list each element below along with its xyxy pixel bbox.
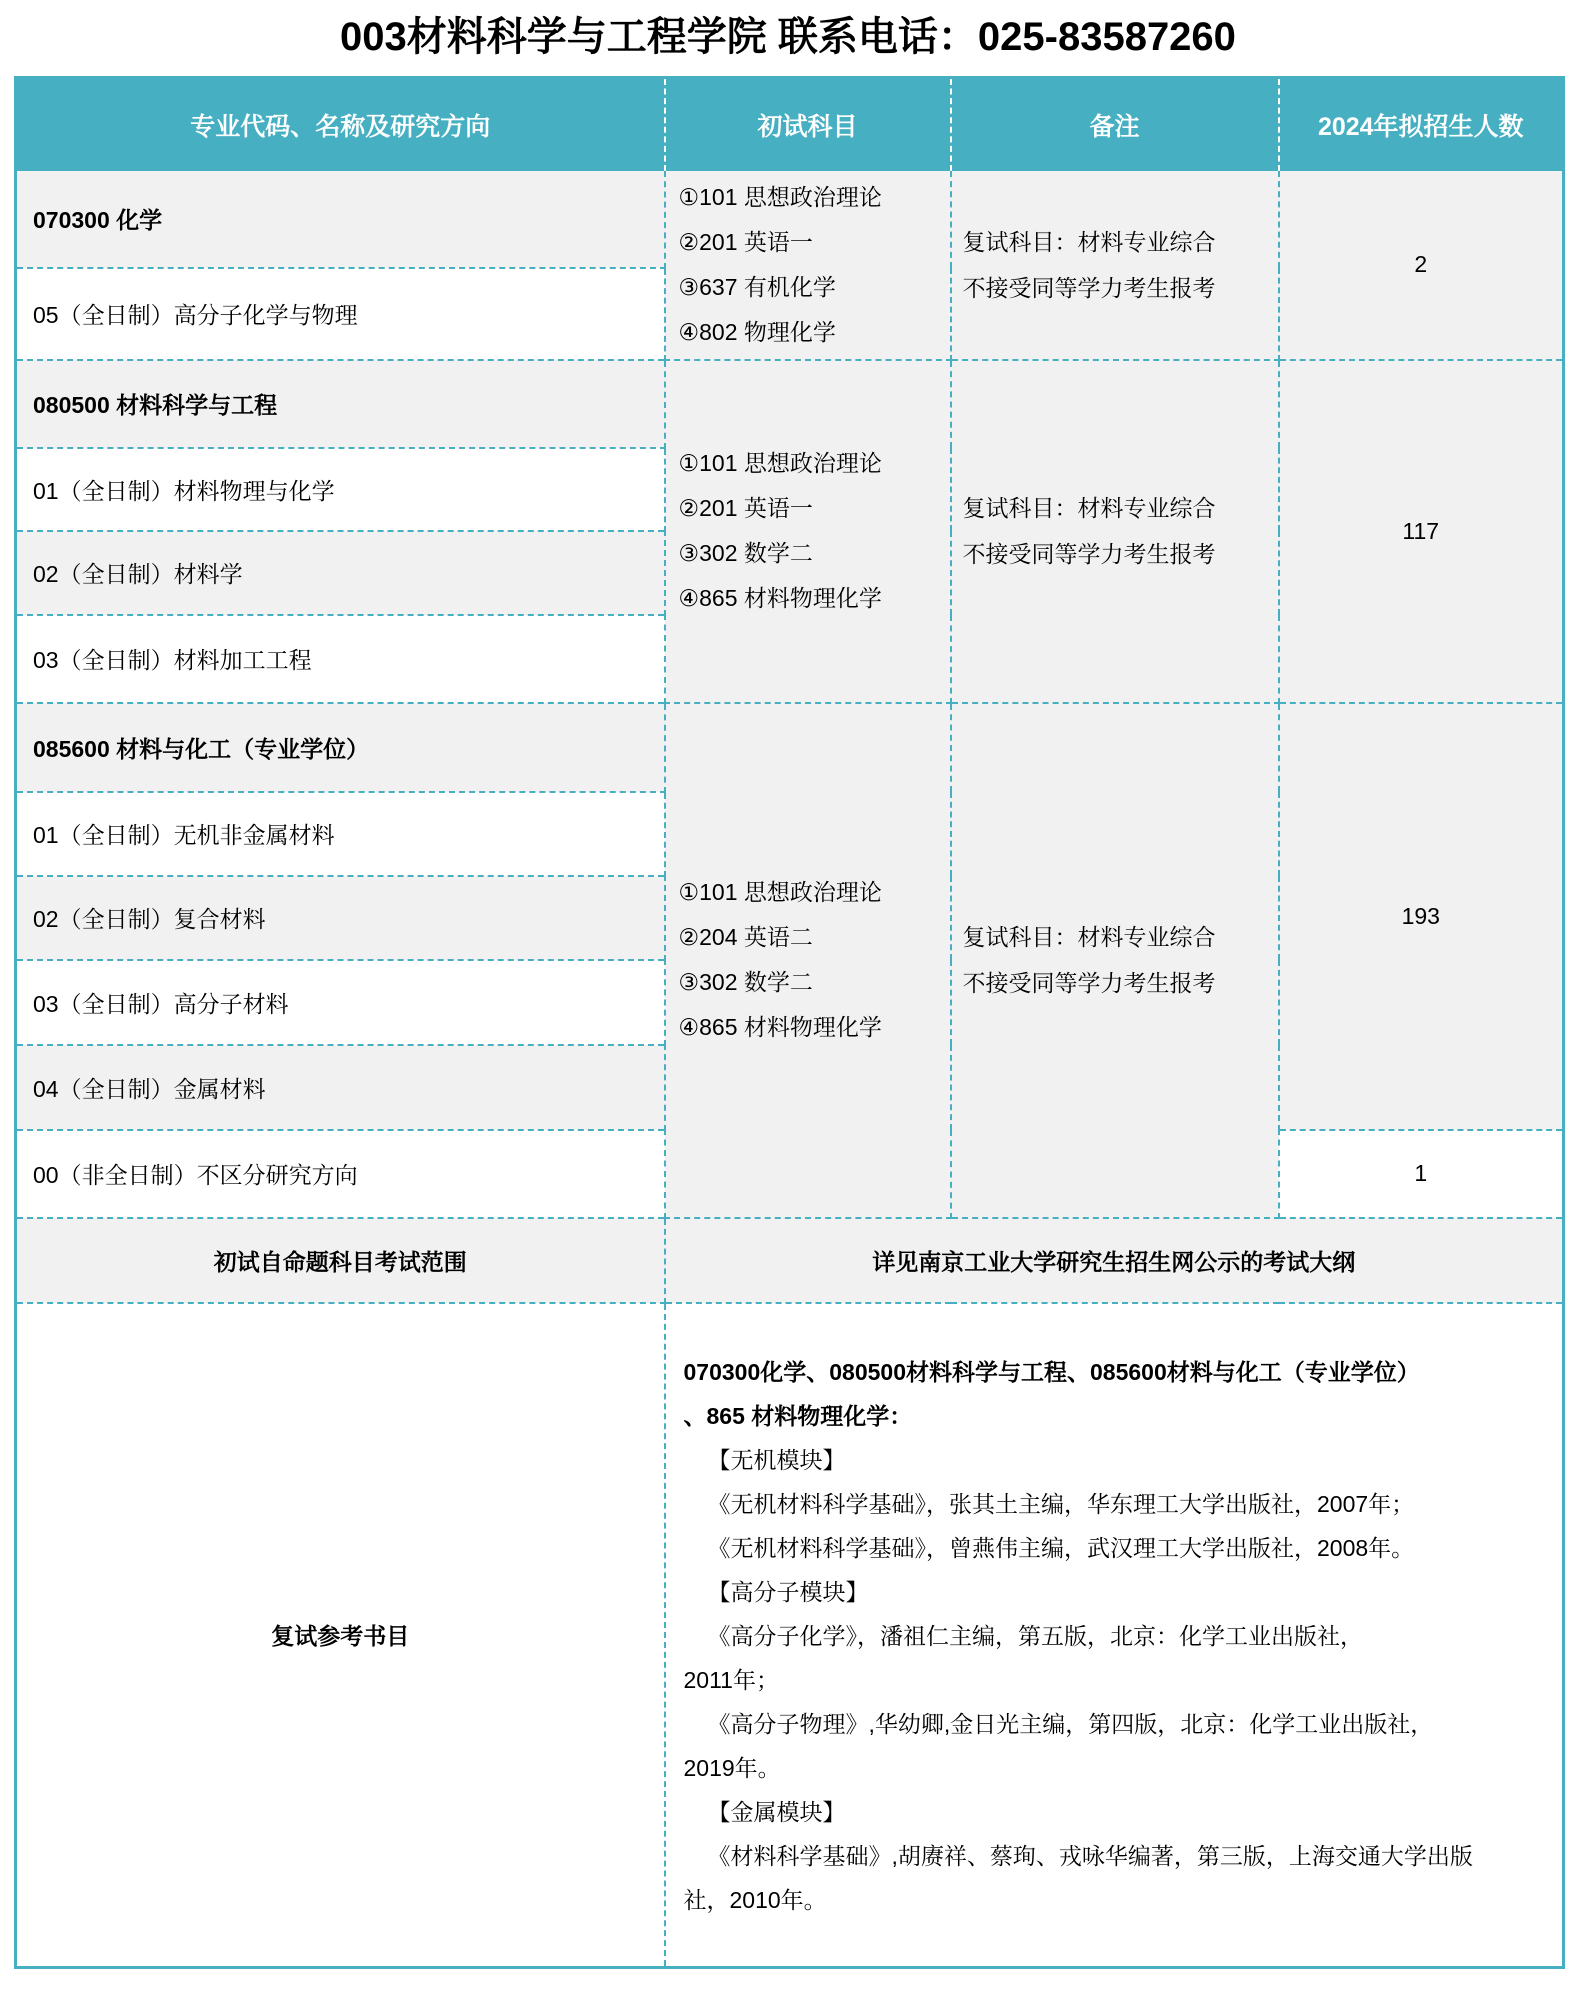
notes-cell bbox=[951, 171, 1279, 360]
program-section-cell: 080500 材料科学与工程 bbox=[16, 360, 665, 448]
exam-subject-line: ②204 英语二 bbox=[678, 924, 813, 950]
books-heading-line: 070300化学、080500材料科学与工程、085600材料与化工（专业学位） bbox=[683, 1358, 1420, 1385]
exam-subject-line: ②201 英语一 bbox=[678, 228, 813, 255]
book-line: 2011年； bbox=[683, 1666, 779, 1693]
exam-scope-row bbox=[16, 1218, 1564, 1303]
book-line: 社，2010年。 bbox=[683, 1886, 827, 1913]
book-line: 《无机材料科学基础》，曾燕伟主编，武汉理工大学出版社，2008年。 bbox=[707, 1534, 1415, 1561]
direction-cell: 00（非全日制）不区分研究方向 bbox=[16, 1130, 665, 1218]
book-line: 【高分子模块】 bbox=[707, 1578, 869, 1605]
exam-subject-line: ③637 有机化学 bbox=[678, 273, 836, 300]
exam-subjects-cell bbox=[665, 360, 951, 703]
note-line: 复试科目：材料专业综合 bbox=[962, 495, 1216, 521]
direction-cell: 01（全日制）材料物理与化学 bbox=[16, 448, 665, 531]
book-line: 《高分子物理》,华幼卿,金日光主编，第四版，北京：化学工业出版社， bbox=[707, 1710, 1434, 1737]
header-row bbox=[16, 78, 1564, 171]
table-row bbox=[16, 171, 1564, 269]
exam-subject-line: ④865 材料物理化学 bbox=[678, 585, 882, 611]
note-line: 不接受同等学力考生报考 bbox=[962, 541, 1216, 567]
header-enrollment-column: 2024年拟招生人数 bbox=[1279, 78, 1564, 171]
header-program-column: 专业代码、名称及研究方向 bbox=[16, 78, 665, 171]
admissions-table bbox=[14, 76, 1565, 1969]
direction-cell: 03（全日制）材料加工工程 bbox=[16, 615, 665, 703]
table-row bbox=[16, 360, 1564, 448]
direction-cell: 05（全日制）高分子化学与物理 bbox=[16, 268, 665, 359]
note-line: 不接受同等学力考生报考 bbox=[962, 970, 1216, 996]
book-line: 2019年。 bbox=[683, 1754, 781, 1781]
enrollment-parttime-cell: 1 bbox=[1279, 1130, 1564, 1218]
note-line: 不接受同等学力考生报考 bbox=[962, 274, 1216, 301]
note-line: 复试科目：材料专业综合 bbox=[962, 228, 1216, 255]
direction-cell: 03（全日制）高分子材料 bbox=[16, 960, 665, 1045]
page-title: 003材料科学与工程学院 联系电话：025-83587260 bbox=[340, 15, 1236, 59]
exam-subjects-cell bbox=[665, 171, 951, 360]
book-line: 《高分子化学》，潘祖仁主编，第五版，北京：化学工业出版社， bbox=[707, 1622, 1363, 1649]
exam-subject-line: ④802 物理化学 bbox=[678, 318, 836, 345]
enrollment-cell: 2 bbox=[1279, 171, 1564, 360]
notes-cell bbox=[951, 360, 1279, 703]
direction-cell: 02（全日制）材料学 bbox=[16, 531, 665, 615]
header-exam-subjects-column: 初试科目 bbox=[665, 78, 951, 171]
enrollment-fulltime-cell: 193 bbox=[1279, 703, 1564, 1130]
header-notes-column: 备注 bbox=[951, 78, 1279, 171]
book-line: 《材料科学基础》,胡赓祥、蔡珣、戎咏华编著，第三版，上海交通大学出版 bbox=[707, 1842, 1473, 1869]
direction-cell: 04（全日制）金属材料 bbox=[16, 1045, 665, 1130]
book-line: 【金属模块】 bbox=[707, 1798, 846, 1825]
notes-cell bbox=[951, 703, 1279, 1218]
book-line: 【无机模块】 bbox=[707, 1446, 846, 1473]
reference-books-row bbox=[16, 1303, 1564, 1968]
exam-subject-line: ③302 数学二 bbox=[678, 540, 813, 566]
reference-books-content-cell bbox=[665, 1303, 1564, 1968]
books-heading-line: 、865 材料物理化学： bbox=[683, 1402, 913, 1429]
exam-subject-line: ④865 材料物理化学 bbox=[678, 1014, 882, 1040]
program-section-cell: 070300 化学 bbox=[16, 171, 665, 269]
enrollment-cell: 117 bbox=[1279, 360, 1564, 703]
exam-subject-line: ②201 英语一 bbox=[678, 495, 813, 521]
direction-cell: 01（全日制）无机非金属材料 bbox=[16, 792, 665, 876]
exam-subject-line: ①101 思想政治理论 bbox=[678, 879, 882, 905]
table-row bbox=[16, 703, 1564, 792]
exam-subject-line: ①101 思想政治理论 bbox=[678, 450, 882, 476]
book-line: 《无机材料科学基础》，张其土主编，华东理工大学出版社，2007年； bbox=[707, 1490, 1415, 1517]
reference-books-label-cell: 复试参考书目 bbox=[16, 1303, 665, 1968]
exam-subject-line: ①101 思想政治理论 bbox=[678, 183, 882, 210]
program-section-cell: 085600 材料与化工（专业学位） bbox=[16, 703, 665, 792]
direction-cell: 02（全日制）复合材料 bbox=[16, 876, 665, 960]
exam-scope-value-cell: 详见南京工业大学研究生招生网公示的考试大纲 bbox=[665, 1218, 1564, 1303]
note-line: 复试科目：材料专业综合 bbox=[962, 924, 1216, 950]
exam-subjects-cell bbox=[665, 703, 951, 1218]
exam-scope-label-cell: 初试自命题科目考试范围 bbox=[16, 1218, 665, 1303]
exam-subject-line: ③302 数学二 bbox=[678, 969, 813, 995]
